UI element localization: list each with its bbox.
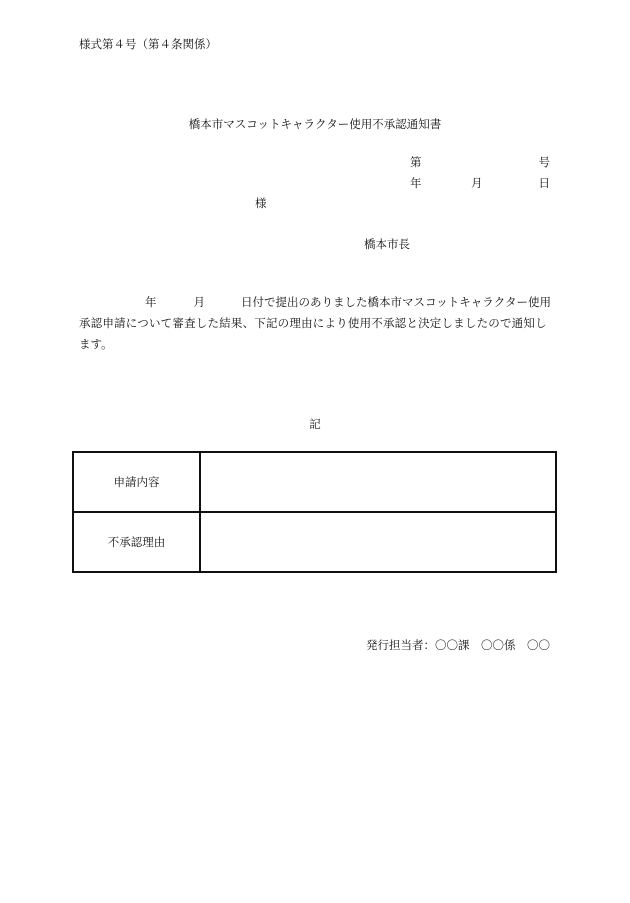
- table-row: [73, 512, 556, 572]
- rejection-reason-label: 不承認理由: [73, 512, 200, 572]
- issuing-contact: 発行担当者：〇〇課 〇〇係 〇〇: [366, 638, 550, 652]
- date-line: [410, 175, 550, 191]
- ki-heading: 記: [309, 417, 321, 431]
- form-number: 様式第４号（第４条関係）: [79, 37, 217, 51]
- number-go: 号: [538, 155, 550, 169]
- application-content-label: 申請内容: [73, 452, 200, 512]
- date-month: 月: [471, 176, 483, 190]
- document-number-line: [410, 154, 550, 170]
- body-paragraph: [79, 292, 551, 355]
- body-line-1: [79, 292, 551, 313]
- body-line-1-text: 日付で提出のありました橋本市マスコットキャラクター使用: [240, 295, 551, 309]
- table-row: [73, 452, 556, 512]
- application-content-value: [200, 452, 556, 512]
- number-dai: 第: [410, 155, 422, 169]
- detail-table: [72, 451, 557, 573]
- addressee-suffix: 様: [255, 196, 267, 210]
- body-year: 年: [144, 295, 157, 309]
- issuer: 橋本市長: [364, 237, 410, 251]
- date-day: 日: [538, 176, 550, 190]
- rejection-reason-value: [200, 512, 556, 572]
- body-line-3: ます。: [79, 337, 113, 351]
- body-month: 月: [193, 295, 205, 309]
- body-line-2: 承認申請について審査した結果、下記の理由により使用不承認と決定しましたので通知し: [79, 316, 547, 330]
- date-year: 年: [410, 176, 422, 190]
- document-title: 橋本市マスコットキャラクター使用不承認通知書: [188, 117, 442, 131]
